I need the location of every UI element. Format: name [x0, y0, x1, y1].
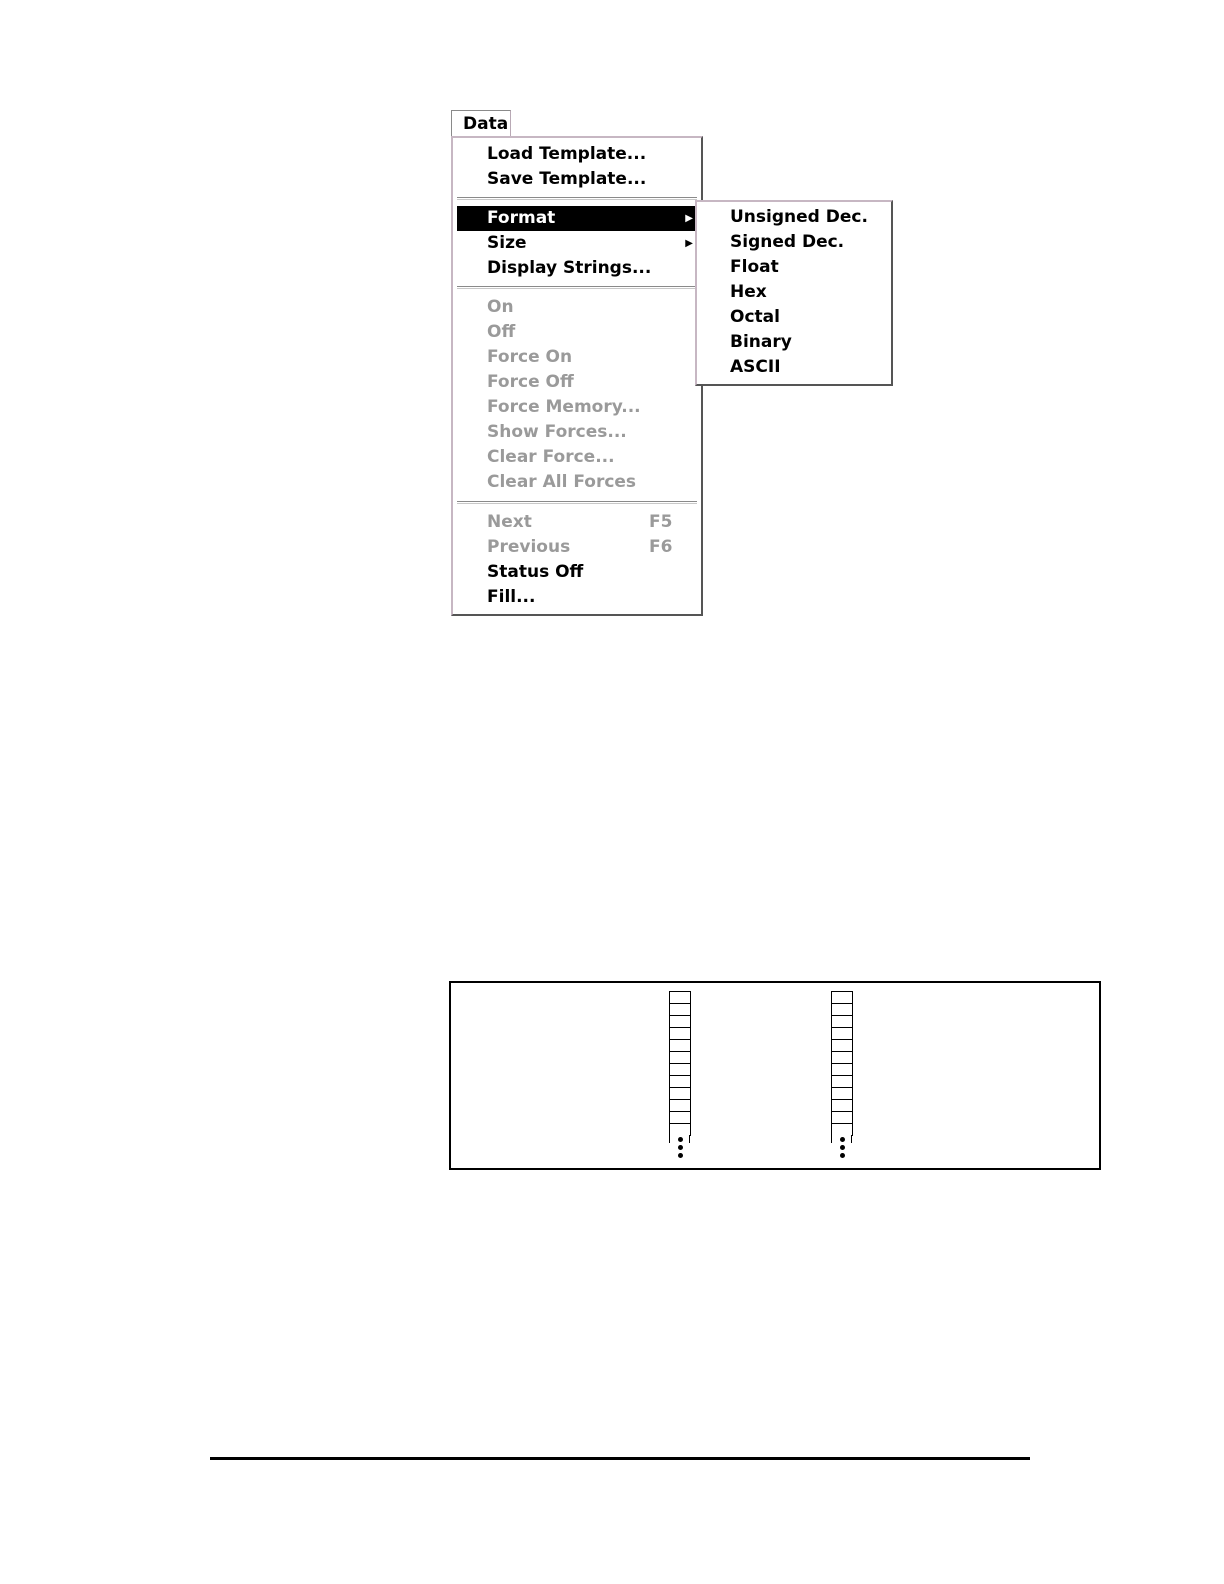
menu-item-status-off[interactable]: Status Off — [487, 562, 584, 582]
menu-separator — [457, 286, 697, 288]
footer-rule — [210, 1457, 1030, 1460]
triangle-right-icon: ▶ — [685, 238, 693, 249]
stack-rail — [831, 1135, 832, 1143]
vertical-ellipsis-icon — [678, 1137, 683, 1142]
menu-item-clear-all-forces[interactable]: Clear All Forces — [487, 472, 637, 492]
memory-stack-left — [669, 991, 691, 1141]
menu-item-previous-label: Previous — [487, 537, 571, 557]
data-menu — [451, 136, 703, 616]
menu-item-force-memory[interactable]: Force Memory... — [487, 397, 641, 417]
menu-item-force-on[interactable]: Force On — [487, 347, 573, 367]
stack-rail — [669, 1135, 670, 1143]
memory-diagram — [449, 981, 1101, 1170]
menu-item-force-off[interactable]: Force Off — [487, 372, 574, 392]
submenu-item-float[interactable]: Float — [730, 257, 779, 277]
menu-item-next-shortcut: F5 — [649, 512, 673, 532]
menu-item-size[interactable] — [457, 231, 697, 256]
menu-item-format[interactable] — [457, 206, 697, 231]
submenu-item-ascii[interactable]: ASCII — [730, 357, 781, 377]
menu-item-off[interactable]: Off — [487, 322, 516, 342]
vertical-ellipsis-icon — [678, 1145, 683, 1150]
menu-item-fill[interactable]: Fill... — [487, 587, 536, 607]
triangle-right-icon: ▶ — [685, 213, 693, 224]
menu-item-load-template[interactable]: Load Template... — [487, 144, 647, 164]
submenu-item-hex[interactable]: Hex — [730, 282, 767, 302]
stack-rail — [689, 1135, 690, 1143]
memory-stack-right — [831, 991, 853, 1141]
menu-item-previous-shortcut: F6 — [649, 537, 673, 557]
format-submenu — [695, 200, 893, 386]
menu-item-next[interactable] — [457, 510, 697, 535]
menu-item-size-label: Size — [487, 233, 527, 253]
vertical-ellipsis-icon — [840, 1137, 845, 1142]
menu-separator — [457, 197, 697, 199]
menu-item-next-label: Next — [487, 512, 532, 532]
vertical-ellipsis-icon — [840, 1153, 845, 1158]
vertical-ellipsis-icon — [840, 1145, 845, 1150]
menu-separator — [457, 501, 697, 503]
memory-cell — [831, 1123, 853, 1136]
stack-rail — [851, 1135, 852, 1143]
menu-item-previous[interactable] — [457, 535, 697, 560]
submenu-item-unsigned-dec[interactable]: Unsigned Dec. — [730, 207, 868, 227]
menu-item-show-forces[interactable]: Show Forces... — [487, 422, 627, 442]
submenu-item-octal[interactable]: Octal — [730, 307, 780, 327]
memory-cell — [669, 1123, 691, 1136]
vertical-ellipsis-icon — [678, 1153, 683, 1158]
menu-item-save-template[interactable]: Save Template... — [487, 169, 647, 189]
menu-item-format-label: Format — [487, 208, 556, 228]
menu-item-display-strings[interactable]: Display Strings... — [487, 258, 652, 278]
menu-item-clear-force[interactable]: Clear Force... — [487, 447, 615, 467]
menu-item-on[interactable]: On — [487, 297, 514, 317]
menu-data[interactable]: Data — [451, 110, 511, 136]
submenu-item-binary[interactable]: Binary — [730, 332, 792, 352]
submenu-item-signed-dec[interactable]: Signed Dec. — [730, 232, 845, 252]
